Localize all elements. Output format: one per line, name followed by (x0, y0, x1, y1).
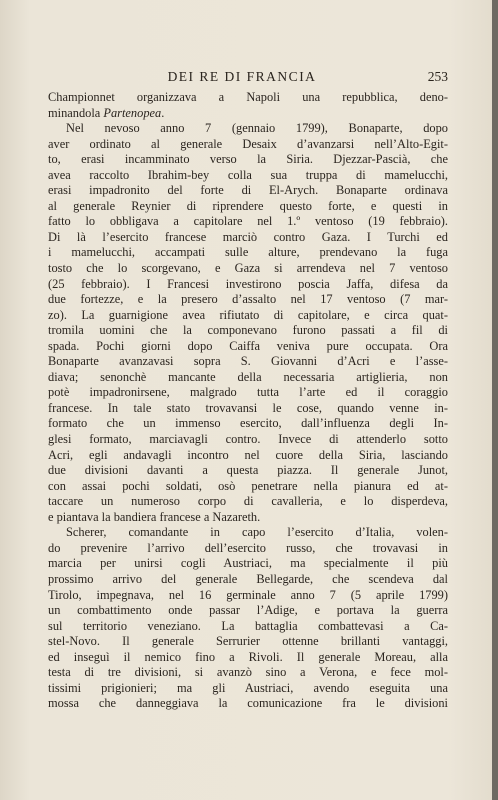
body-text (48, 90, 448, 712)
text-line: sul territorio veneziano. La battaglia combattevasi a Ca- (48, 618, 448, 633)
text-line: diava; senonchè mancante della necessaria artiglieria, non (48, 369, 448, 384)
text-line: tissimi prigionieri; ma gli Austriaci, avendo eseguita una (48, 680, 448, 695)
page-number: 253 (427, 69, 448, 84)
text-span: minandola Partenopea. (48, 105, 165, 120)
text-line: avea raccolto Ibrahim-bey colla sua truppa di mamelucchi, (48, 167, 448, 182)
text-line: Championnet organizzava a Napoli una repubblica, deno- (48, 90, 448, 104)
text-line: potè impadronirsene, malgrado tutta l’arte ed il coraggio (48, 385, 448, 400)
text-line: taccare un numeroso corpo di cavalleria, e lo disperdeva, (48, 494, 448, 509)
text-line: francese. In tale stato trovavansi le cose, quando venne in- (48, 400, 448, 415)
text-line: marcia per unirsi cogli Austriaci, ma specialmente il più (48, 556, 448, 571)
text-line: Scherer, comandante in capo l’esercito d’Italia, volen- (66, 525, 448, 540)
text-line: Di là l’esercito francese marciò contro Gaza. I Turchi ed (48, 229, 448, 244)
text-line: tromila uomini che la componevano furono passati a fil di (48, 323, 448, 338)
text-line: aver ordinato al generale Desaix d’avanzarsi nell’Alto-Egit- (48, 136, 448, 151)
text-line: glesi formato, marciavagli contro. Invece di attenderlo sotto (48, 432, 448, 447)
text-line: testa di tre divisioni, si avanzò sino a Verona, e fece mol- (48, 665, 448, 680)
text-line: Nel nevoso anno 7 (gennaio 1799), Bonaparte, dopo (66, 121, 448, 136)
text-line: zo). La guarnigione avea rifiutato di capitolare, e circa quat- (48, 307, 448, 322)
page-header (48, 69, 448, 85)
text-line: mossa che danneggiava la comunicazione fra le divisioni (48, 696, 448, 711)
text-line: due fortezze, e la presero d’assalto nel 17 ventoso (7 mar- (48, 292, 448, 307)
text-line: erasi impadronito del forte di El-Arych. Bonaparte ordinava (48, 183, 448, 198)
running-title: DEI RE DI FRANCIA (167, 69, 317, 84)
text-line: un combattimento onde passar l’Adige, e portava la guerra (48, 603, 448, 618)
italic-word: Partenopea (103, 105, 162, 120)
text-line: Tirolo, impegnava, nel 16 germinale anno 7 (5 aprile 1799) (48, 587, 448, 602)
text-line: fatto lo obbligava a capitolare nel 1.º ventoso (19 febbraio). (48, 214, 448, 229)
text-line: do prevenire l’arrivo dell’esercito russo, che trovavasi in (48, 540, 448, 555)
text-line: Bonaparte avanzavasi sopra S. Giovanni d’Acri e l’asse- (48, 354, 448, 369)
text-line: Acri, egli andavagli incontro nel cuore della Siria, lasciando (48, 447, 448, 462)
text-line: e piantava la bandiera francese a Nazareth. (48, 509, 261, 524)
text-line: ed inseguì il nemico fino a Rivoli. Il generale Moreau, alla (48, 649, 448, 664)
text-line: due divisioni davanti a questa piazza. Il generale Junot, (48, 463, 448, 478)
text-line: to, erasi incamminato verso la Siria. Djezzar-Pascià, che (48, 152, 448, 167)
text-line: al generale Reynier di riprendere questo forte, e questi in (48, 198, 448, 213)
text-line: tosto che lo scorgevano, e Gaza si arrendeva nel 7 ventoso (48, 261, 448, 276)
text-line (48, 106, 448, 122)
text-line: formato che un immenso esercito, dall’influenza degli In- (48, 416, 448, 431)
text-line: i mamelucchi, accampati sulle alture, prendevano la fuga (48, 245, 448, 260)
text-line: con assai pochi soldati, osò penetrare nella pianura ed at- (48, 478, 448, 493)
text-line: stel-Novo. Il generale Serrurier ottenne brillanti vantaggi, (48, 634, 448, 649)
text-line: prossimo arrivo del generale Bellegarde, che scendeva dal (48, 571, 448, 586)
text-line: (25 febbraio). I Francesi investirono poscia Jaffa, difesa da (48, 276, 448, 291)
text-line: spada. Pochi giorni dopo Caiffa veniva pure occupata. Ora (48, 338, 448, 353)
page-edge-shadow (492, 0, 498, 800)
